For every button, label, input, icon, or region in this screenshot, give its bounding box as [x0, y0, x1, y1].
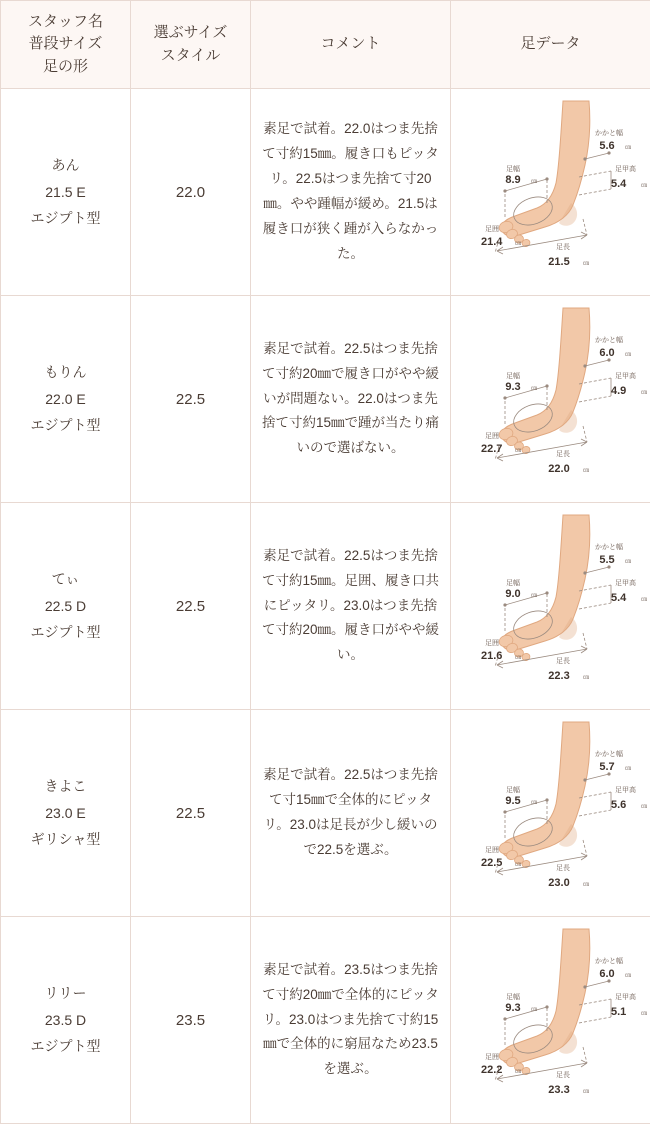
- svg-text:9.0: 9.0: [505, 588, 520, 600]
- svg-text:㎝: ㎝: [641, 1011, 647, 1017]
- foot-diagram: [459, 513, 650, 699]
- svg-text:㎝: ㎝: [583, 1089, 589, 1095]
- cell-comment: 素足で試着。22.5はつま先捨て寸約20㎜で履き口がやや緩いが問題ない。22.0はつま先捨て寸約15㎜で踵が当たり痛いので選ばない。: [251, 296, 451, 503]
- svg-text:9.3: 9.3: [505, 381, 520, 393]
- column-header-comment: [251, 1, 451, 89]
- cell-foot-data: [451, 710, 650, 917]
- foot-measurement-illustration: [459, 927, 650, 1113]
- svg-text:かかと幅: かかと幅: [595, 128, 623, 137]
- cell-foot-data: [451, 296, 650, 503]
- svg-text:㎝: ㎝: [515, 655, 521, 661]
- foot-diagram: [459, 306, 650, 492]
- cell-foot-data: [451, 503, 650, 710]
- svg-text:㎝: ㎝: [531, 800, 537, 806]
- svg-text:足囲: 足囲: [485, 224, 499, 233]
- cell-comment: 素足で試着。22.0はつま先捨て寸約15㎜。履き口もピッタリ。22.5はつま先捨て寸20㎜。やや踵幅が緩め。21.5は履き口が狭く踵が入らなかった。: [251, 89, 451, 296]
- svg-text:21.4: 21.4: [481, 236, 503, 248]
- cell-staff-name: [1, 503, 131, 710]
- staff-name: てぃ: [9, 566, 122, 593]
- svg-text:㎝: ㎝: [531, 1007, 537, 1013]
- staff-foot-type: エジプト型: [9, 619, 122, 646]
- svg-text:㎝: ㎝: [583, 675, 589, 681]
- svg-text:足甲高: 足甲高: [615, 785, 636, 794]
- foot-diagram: [459, 99, 650, 285]
- staff-usual-size: 23.0 E: [9, 800, 122, 827]
- header-line: スタイル: [135, 45, 246, 68]
- staff-foot-type: エジプト型: [9, 1033, 122, 1060]
- svg-text:かかと幅: かかと幅: [595, 542, 623, 551]
- svg-text:足囲: 足囲: [485, 431, 499, 440]
- svg-text:8.9: 8.9: [505, 174, 520, 186]
- svg-text:足幅: 足幅: [506, 785, 520, 794]
- column-header-staff-name: [1, 1, 131, 89]
- svg-text:㎝: ㎝: [625, 559, 631, 565]
- svg-text:5.4: 5.4: [611, 592, 627, 604]
- header-line: 足データ: [455, 33, 646, 56]
- table-row: [1, 503, 650, 710]
- svg-text:22.5: 22.5: [481, 857, 502, 869]
- foot-diagram: [459, 720, 650, 906]
- svg-text:㎝: ㎝: [625, 766, 631, 772]
- svg-text:足長: 足長: [556, 863, 570, 872]
- header-row: [1, 1, 650, 89]
- staff-usual-size: 23.5 D: [9, 1007, 122, 1034]
- svg-text:足甲高: 足甲高: [615, 371, 636, 380]
- svg-text:22.2: 22.2: [481, 1064, 502, 1076]
- svg-text:5.4: 5.4: [611, 178, 627, 190]
- cell-staff-name: [1, 89, 131, 296]
- svg-text:足甲高: 足甲高: [615, 164, 636, 173]
- svg-text:足長: 足長: [556, 449, 570, 458]
- cell-comment: 素足で試着。22.5はつま先捨て寸15㎜で全体的にピッタリ。23.0は足長が少し緩いので22.5を選ぶ。: [251, 710, 451, 917]
- svg-text:㎝: ㎝: [531, 593, 537, 599]
- svg-text:足幅: 足幅: [506, 371, 520, 380]
- svg-text:㎝: ㎝: [641, 597, 647, 603]
- svg-text:22.0: 22.0: [548, 463, 569, 475]
- foot-measurement-illustration: [459, 99, 650, 285]
- svg-text:足囲: 足囲: [485, 1052, 499, 1061]
- cell-foot-data: [451, 917, 650, 1124]
- svg-text:足囲: 足囲: [485, 638, 499, 647]
- svg-text:㎝: ㎝: [583, 882, 589, 888]
- table-header: [1, 1, 650, 89]
- svg-text:㎝: ㎝: [641, 804, 647, 810]
- svg-text:㎝: ㎝: [625, 352, 631, 358]
- svg-text:足甲高: 足甲高: [615, 578, 636, 587]
- svg-text:足幅: 足幅: [506, 578, 520, 587]
- svg-text:かかと幅: かかと幅: [595, 335, 623, 344]
- header-line: スタッフ名: [5, 11, 126, 34]
- svg-text:22.7: 22.7: [481, 443, 502, 455]
- svg-text:㎝: ㎝: [515, 448, 521, 454]
- cell-foot-data: [451, 89, 650, 296]
- svg-text:5.6: 5.6: [599, 140, 614, 152]
- foot-diagram: [459, 927, 650, 1113]
- foot-measurement-illustration: [459, 306, 650, 492]
- svg-text:足幅: 足幅: [506, 992, 520, 1001]
- svg-text:㎝: ㎝: [515, 862, 521, 868]
- svg-text:㎝: ㎝: [625, 973, 631, 979]
- foot-measurement-illustration: [459, 513, 650, 699]
- svg-text:かかと幅: かかと幅: [595, 956, 623, 965]
- svg-text:21.6: 21.6: [481, 650, 502, 662]
- cell-chosen-size: 23.5: [131, 917, 251, 1124]
- table-row: [1, 710, 650, 917]
- cell-staff-name: [1, 710, 131, 917]
- svg-text:足囲: 足囲: [485, 845, 499, 854]
- cell-chosen-size: 22.5: [131, 503, 251, 710]
- column-header-foot-data: [451, 1, 650, 89]
- svg-text:9.5: 9.5: [505, 795, 520, 807]
- svg-text:㎝: ㎝: [515, 1069, 521, 1075]
- svg-text:21.5: 21.5: [548, 256, 569, 268]
- svg-text:6.0: 6.0: [599, 347, 614, 359]
- svg-text:足甲高: 足甲高: [615, 992, 636, 1001]
- svg-text:23.3: 23.3: [548, 1084, 569, 1096]
- svg-text:㎝: ㎝: [531, 386, 537, 392]
- staff-name: きよこ: [9, 773, 122, 800]
- svg-text:㎝: ㎝: [531, 179, 537, 185]
- cell-staff-name: [1, 917, 131, 1124]
- svg-text:5.6: 5.6: [611, 799, 626, 811]
- column-header-chosen-size: [131, 1, 251, 89]
- svg-text:㎝: ㎝: [641, 390, 647, 396]
- header-line: 普段サイズ: [5, 33, 126, 56]
- svg-text:4.9: 4.9: [611, 385, 626, 397]
- cell-comment: 素足で試着。23.5はつま先捨て寸約20㎜で全体的にピッタリ。23.0はつま先捨て寸約15㎜で全体的に窮屈なため23.5を選ぶ。: [251, 917, 451, 1124]
- foot-measurement-illustration: [459, 720, 650, 906]
- cell-staff-name: [1, 296, 131, 503]
- svg-text:㎝: ㎝: [583, 261, 589, 267]
- table-row: [1, 89, 650, 296]
- table-row: [1, 296, 650, 503]
- staff-foot-type: エジプト型: [9, 205, 122, 232]
- staff-name: リリー: [9, 980, 122, 1007]
- staff-foot-type: ギリシャ型: [9, 826, 122, 853]
- svg-text:9.3: 9.3: [505, 1002, 520, 1014]
- svg-text:㎝: ㎝: [625, 145, 631, 151]
- svg-text:5.7: 5.7: [599, 761, 614, 773]
- staff-name: もりん: [9, 359, 122, 386]
- svg-text:5.1: 5.1: [611, 1006, 626, 1018]
- svg-text:22.3: 22.3: [548, 670, 569, 682]
- svg-text:6.0: 6.0: [599, 968, 614, 980]
- staff-usual-size: 22.5 D: [9, 593, 122, 620]
- staff-usual-size: 21.5 E: [9, 179, 122, 206]
- header-line: 選ぶサイズ: [135, 22, 246, 45]
- svg-text:かかと幅: かかと幅: [595, 749, 623, 758]
- staff-foot-type: エジプト型: [9, 412, 122, 439]
- svg-text:㎝: ㎝: [515, 241, 521, 247]
- staff-usual-size: 22.0 E: [9, 386, 122, 413]
- svg-text:足長: 足長: [556, 242, 570, 251]
- table-row: [1, 917, 650, 1124]
- cell-comment: 素足で試着。22.5はつま先捨て寸約15㎜。足囲、履き口共にピッタリ。23.0はつま先捨て寸約20㎜。履き口がやや緩い。: [251, 503, 451, 710]
- cell-chosen-size: 22.5: [131, 296, 251, 503]
- svg-text:23.0: 23.0: [548, 877, 569, 889]
- table-body: [1, 89, 650, 1124]
- staff-name: あん: [9, 152, 122, 179]
- svg-text:㎝: ㎝: [583, 468, 589, 474]
- svg-text:足長: 足長: [556, 1070, 570, 1079]
- svg-text:足長: 足長: [556, 656, 570, 665]
- svg-text:足幅: 足幅: [506, 164, 520, 173]
- cell-chosen-size: 22.0: [131, 89, 251, 296]
- header-line: 足の形: [5, 56, 126, 79]
- svg-text:㎝: ㎝: [641, 183, 647, 189]
- cell-chosen-size: 22.5: [131, 710, 251, 917]
- svg-text:5.5: 5.5: [599, 554, 614, 566]
- header-line: コメント: [255, 33, 446, 56]
